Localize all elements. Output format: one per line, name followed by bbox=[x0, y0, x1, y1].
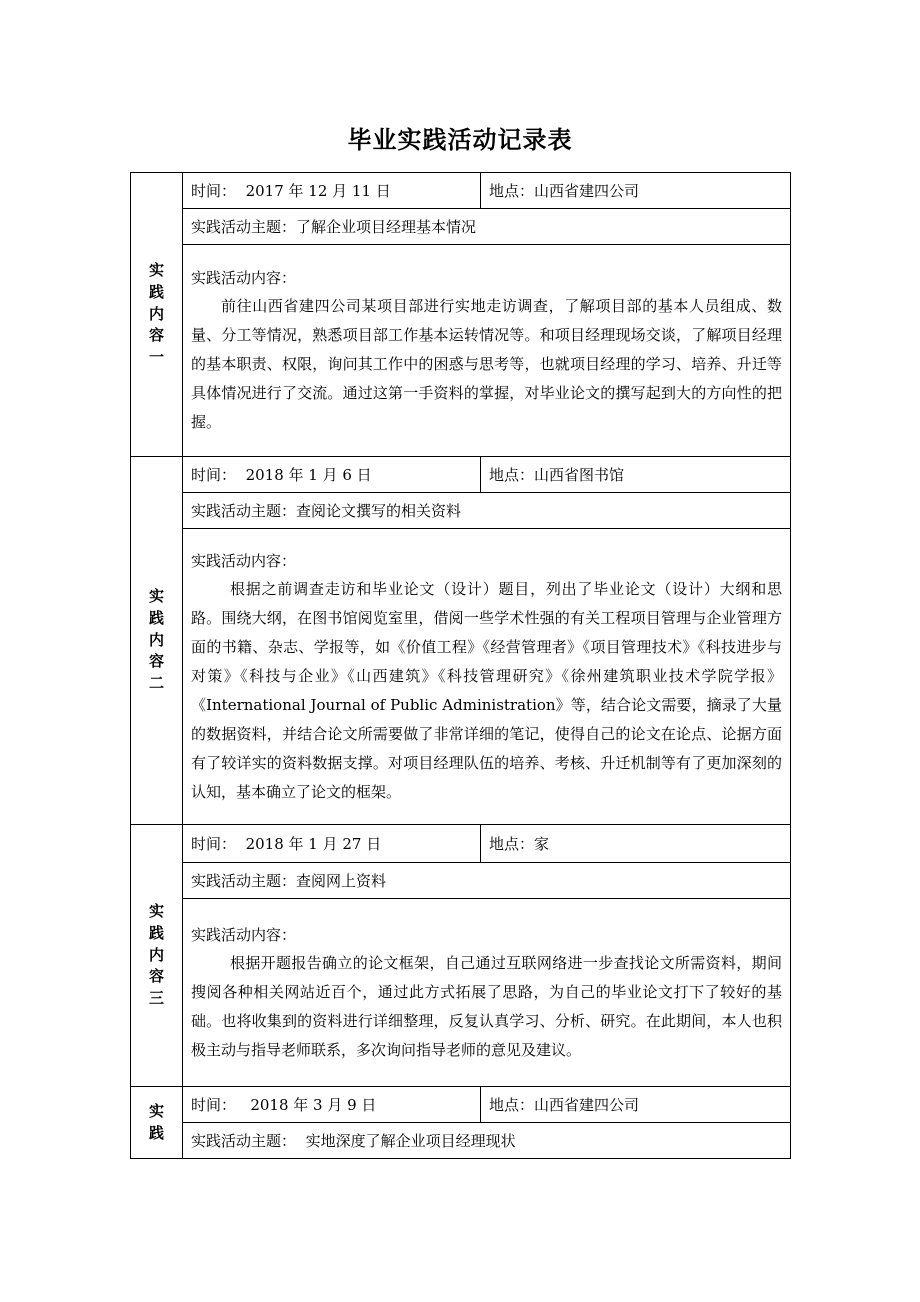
section-2-place-cell: 地点：山西省图书馆 bbox=[481, 457, 791, 493]
section-1-row-content bbox=[131, 245, 791, 457]
section-1-content-label: 实践活动内容： bbox=[191, 269, 297, 287]
section-3-side-label: 实 践 内 容 三 bbox=[131, 825, 183, 1087]
section-2-content-cell bbox=[183, 529, 791, 825]
section-2-side-label: 实 践 内 容 二 bbox=[131, 457, 183, 825]
section-2-row-time bbox=[131, 457, 791, 493]
section-1-row-topic bbox=[131, 209, 791, 245]
section-1-side-label: 实 践 内 容 一 bbox=[131, 173, 183, 457]
section-4-place-cell: 地点：山西省建四公司 bbox=[481, 1087, 791, 1123]
section-1-place-cell: 地点：山西省建四公司 bbox=[481, 173, 791, 209]
section-4-time-cell: 时间： 2018 年 3 月 9 日 bbox=[183, 1087, 481, 1123]
section-4-side-label: 实 践 bbox=[131, 1087, 183, 1159]
record-table bbox=[130, 172, 791, 1159]
section-2-topic-cell: 实践活动主题：查阅论文撰写的相关资料 bbox=[183, 493, 791, 529]
section-2-content-label: 实践活动内容： bbox=[191, 551, 297, 570]
section-4-date: 2018 年 3 月 9 日 bbox=[250, 1095, 377, 1114]
section-2-topic: 查阅论文撰写的相关资料 bbox=[296, 501, 462, 520]
section-2-time-cell: 时间： 2018 年 1 月 6 日 bbox=[183, 457, 481, 493]
section-4-row-topic bbox=[131, 1123, 791, 1159]
section-1-topic: 了解企业项目经理基本情况 bbox=[296, 217, 477, 236]
section-2-row-content bbox=[131, 529, 791, 825]
section-1-content-text: 前往山西省建四公司某项目部进行实地走访调查，了解项目部的基本人员组成、数量、分工等情况，熟悉项目部工作基本运转情况等。和项目经理现场交谈，了解项目经理的基本职责、权限，询问其工作中的困惑与思考等，也就项目经理的学习、培养、升迁等具体情况进行了交流。通过这第一手资料的掌握，对毕业论文的撰写起到大的方向性的把握。 bbox=[191, 297, 782, 431]
section-1-topic-cell: 实践活动主题：了解企业项目经理基本情况 bbox=[183, 209, 791, 245]
section-1-time-cell: 时间： 2017 年 12 月 11 日 bbox=[183, 173, 481, 209]
section-1-row-time bbox=[131, 173, 791, 209]
section-1-date: 2017 年 12 月 11 日 bbox=[245, 181, 391, 200]
section-2-date: 2018 年 1 月 6 日 bbox=[245, 465, 372, 484]
section-3-place: 家 bbox=[534, 834, 550, 853]
section-1-content-cell bbox=[183, 245, 791, 457]
section-2-content-text: 根据之前调查走访和毕业论文（设计）题目，列出了毕业论文（设计）大纲和思路。围绕大纲，在图书馆阅览室里，借阅一些学术性强的有关工程项目管理与企业管理方面的书籍、杂志、学报等，如《价值工程》《经营管理者》《项目管理技术》《科技进步与对策》《科技与企业》《山西建筑》《科技管理研究》《徐州建筑职业技术学院学报》《International Journal of Public Administration》等，结合论文需要，摘录了大量的数据资料，并结合论文所需要做了非常详细的笔记，使得自己的论文在论点、论据方面有了较详实的资料数据支撑。对项目经理队伍的培养、考核、升迁机制等有了更加深刻的认知，基本确立了论文的框架。 bbox=[191, 579, 782, 801]
section-2-place: 山西省图书馆 bbox=[534, 465, 625, 484]
section-3-content-text: 根据开题报告确立的论文框架，自己通过互联网络进一步查找论文所需资料，期间搜阅各种相关网站近百个，通过此方式拓展了思路，为自己的毕业论文打下了较好的基础。也将收集到的资料进行详细整理，反复认真学习、分析、研究。在此期间，本人也积极主动与指导老师联系，多次询问指导老师的意见及建议。 bbox=[191, 953, 782, 1059]
section-4-place: 山西省建四公司 bbox=[534, 1095, 640, 1114]
section-4-row-time bbox=[131, 1087, 791, 1123]
section-3-row-topic bbox=[131, 863, 791, 899]
section-3-time-cell: 时间： 2018 年 1 月 27 日 bbox=[183, 825, 481, 863]
section-3-place-cell: 地点：家 bbox=[481, 825, 791, 863]
section-1-place: 山西省建四公司 bbox=[534, 181, 640, 200]
section-2-row-topic bbox=[131, 493, 791, 529]
section-4-topic: 实地深度了解企业项目经理现状 bbox=[305, 1131, 516, 1150]
section-3-topic-cell: 实践活动主题：查阅网上资料 bbox=[183, 863, 791, 899]
section-3-topic: 查阅网上资料 bbox=[296, 871, 387, 890]
section-3-date: 2018 年 1 月 27 日 bbox=[245, 834, 382, 853]
page-title: 毕业实践活动记录表 bbox=[347, 126, 573, 154]
section-3-row-content bbox=[131, 899, 791, 1087]
section-3-content-label: 实践活动内容： bbox=[191, 925, 297, 944]
section-4-topic-cell: 实践活动主题： 实地深度了解企业项目经理现状 bbox=[183, 1123, 791, 1159]
section-3-content-cell bbox=[183, 899, 791, 1087]
section-3-row-time bbox=[131, 825, 791, 863]
